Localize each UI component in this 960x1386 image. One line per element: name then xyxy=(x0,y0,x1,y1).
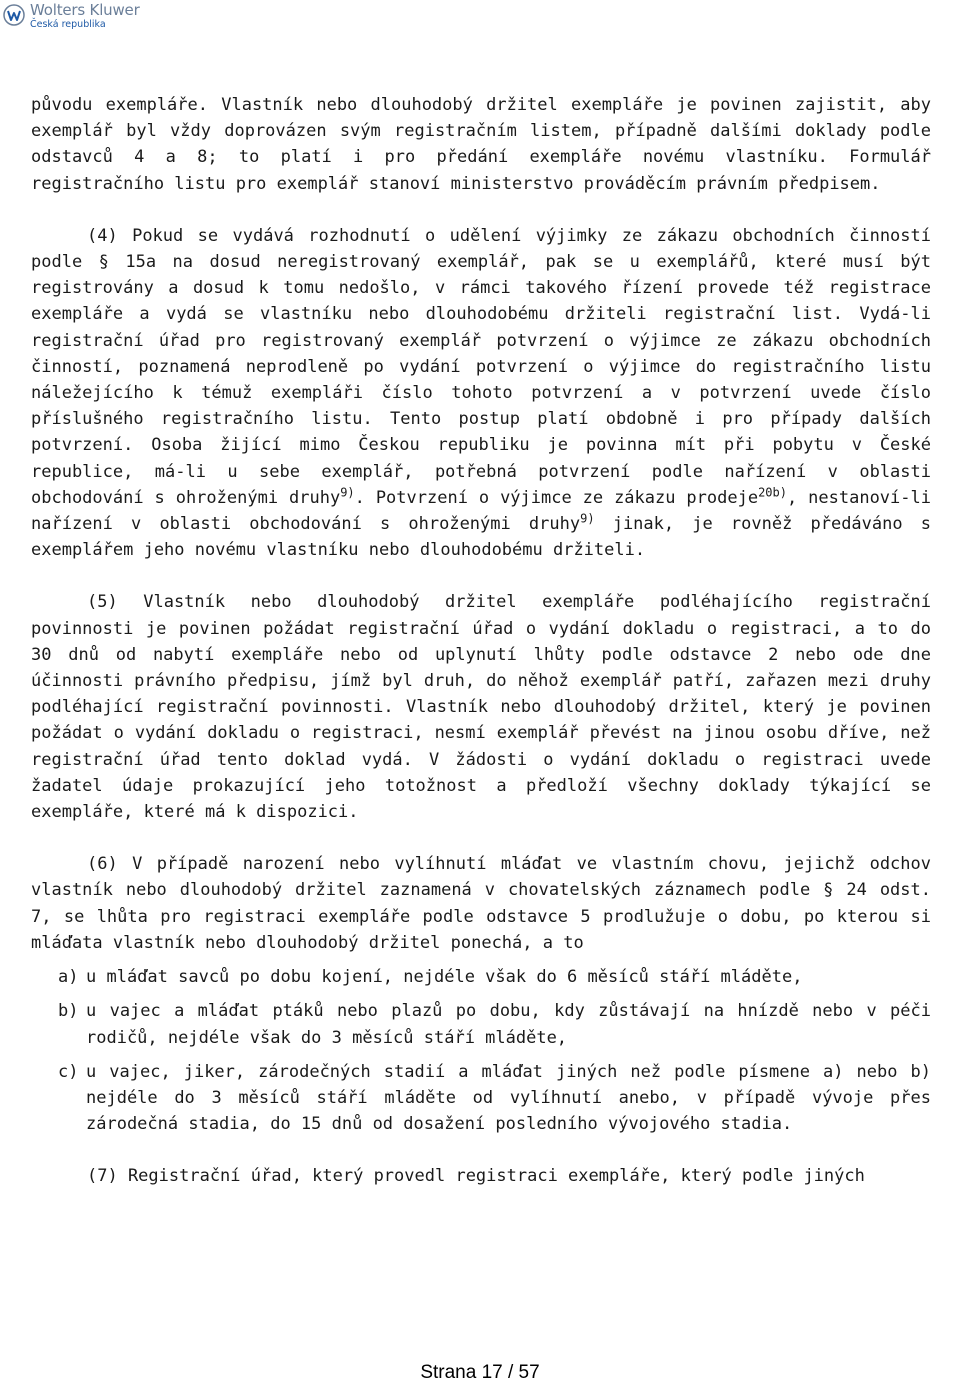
list-item xyxy=(58,1059,931,1138)
logo-brand-text: Wolters Kluwer xyxy=(30,1,140,19)
paragraph-4-part-a: (4) Pokud se vydává rozhodnutí o udělení výjimky ze zákazu obchodních činností podle § 15a na dosud neregistrovaný exemplář, pak se u exemplářů, které musí být registrovány a dosud k tomu nedošlo, v rámci takového řízení provede též registrace exempláře a vydá se vlastníku nebo dlouhodobému držiteli registrační list. Vydá-li registrační úřad pro registrovaný exemplář potvrzení o výjimce ze zákazu obchodních činností, poznamená neprodleně po vydání potvrzení o výjimce do registračního listu náležejícího k témuž exempláři číslo tohoto potvrzení a v potvrzení uvede číslo příslušného registračního listu. Tento postup platí obdobně i pro případy dalších potvrzení. Osoba žijící mimo Českou republiku je povinna mít při pobytu v České republice, má-li u sebe exemplář, potřebná potvrzení podle nařízení v oblasti obchodování s ohroženými druhy xyxy=(31,225,931,508)
paragraph-4 xyxy=(31,223,931,564)
list-item-text: u vajec a mláďat ptáků nebo plazů po dobu, kdy zůstávají na hnízdě nebo v péči rodičů, nejdéle však do 3 měsíců stáří mláděte, xyxy=(86,1001,931,1048)
logo-sub-text: Česká republika xyxy=(30,19,106,30)
list-item-text: u vajec, jiker, zárodečných stadií a mláďat jiných než podle písmene a) nebo b) nejdéle do 3 měsíců stáří mláděte od vylíhnutí anebo, v případě vývoje přes zárodečná stadia, do 15 dnů od dosažení posledního vývojového stadia. xyxy=(86,1061,931,1135)
document-body xyxy=(31,92,931,1190)
list-item xyxy=(58,964,931,990)
list-item-label: a) xyxy=(58,967,79,988)
list-item-label: c) xyxy=(58,1061,79,1082)
paragraph-6: (6) V případě narození nebo vylíhnutí mláďat ve vlastním chovu, jejichž odchov vlastník nebo dlouhodobý držitel zaznamená v chovatelských záznamech podle § 24 odst. 7, se lhůta pro registraci exempláře podle odstavce 5 prodlužuje o dobu, po kterou si mláďata vlastník nebo dlouhodobý držitel ponechá, a to xyxy=(31,854,931,953)
paragraph-7-start: (7) Registrační úřad, který provedl registraci exempláře, který podle jiných xyxy=(87,1166,865,1187)
footnote-ref-20b: 20b) xyxy=(758,485,787,500)
list-item-label: b) xyxy=(58,1001,79,1022)
page-number: Strana 17 / 57 xyxy=(420,1362,540,1383)
paragraph-4-part-b: . Potvrzení o výjimce ze zákazu prodeje xyxy=(354,487,759,508)
paragraph-3-end: původu exempláře. Vlastník nebo dlouhodobý držitel exempláře je povinen zajistit, aby exemplář byl vždy doprovázen svým registračním listem, případně dalšími doklady podle odstavců 4 a 8; to platí i pro předání exempláře novému vlastníku. Formulář registračního listu pro exemplář stanoví ministerstvo prováděcím právním předpisem. xyxy=(31,95,931,194)
footnote-ref-9: 9) xyxy=(340,485,355,500)
paragraph-4-part-d: jinak, je rovněž předáváno s exemplářem jeho novému vlastníku nebo dlouhodobému držiteli. xyxy=(31,514,932,561)
list-item-text: u mláďat savců po dobu kojení, nejdéle však do 6 měsíců stáří mláděte, xyxy=(86,967,803,988)
list-item xyxy=(58,998,931,1050)
wolters-kluwer-logo-icon xyxy=(3,4,25,26)
wolters-kluwer-logo xyxy=(3,3,140,30)
footnote-ref-9-second: 9) xyxy=(580,511,595,526)
paragraph-4-part-c: , nestanoví-li nařízení v oblasti obchodování s ohroženými druhy xyxy=(31,487,931,535)
paragraph-5: (5) Vlastník nebo dlouhodobý držitel exempláře podléhajícího registrační povinnosti je povinen požádat registrační úřad o vydání dokladu o registraci, a to do 30 dnů od nabytí exempláře nebo od uplynutí lhůty podle odstavce 2 nebo ode dne účinnosti právního předpisu, jímž byl druh, do něhož exemplář patří, zařazen mezi druhy podléhající registrační povinnosti. Vlastník nebo dlouhodobý držitel, který je povinen požádat o vydání dokladu o registraci, nesmí exemplář převést na jinou osobu dříve, než registrační úřad tento doklad vydá. V žádosti o vydání dokladu o registraci uvede žadatel údaje prokazující jeho totožnost a předloží všechny doklady týkající se exempláře, které má k dispozici. xyxy=(31,592,931,823)
